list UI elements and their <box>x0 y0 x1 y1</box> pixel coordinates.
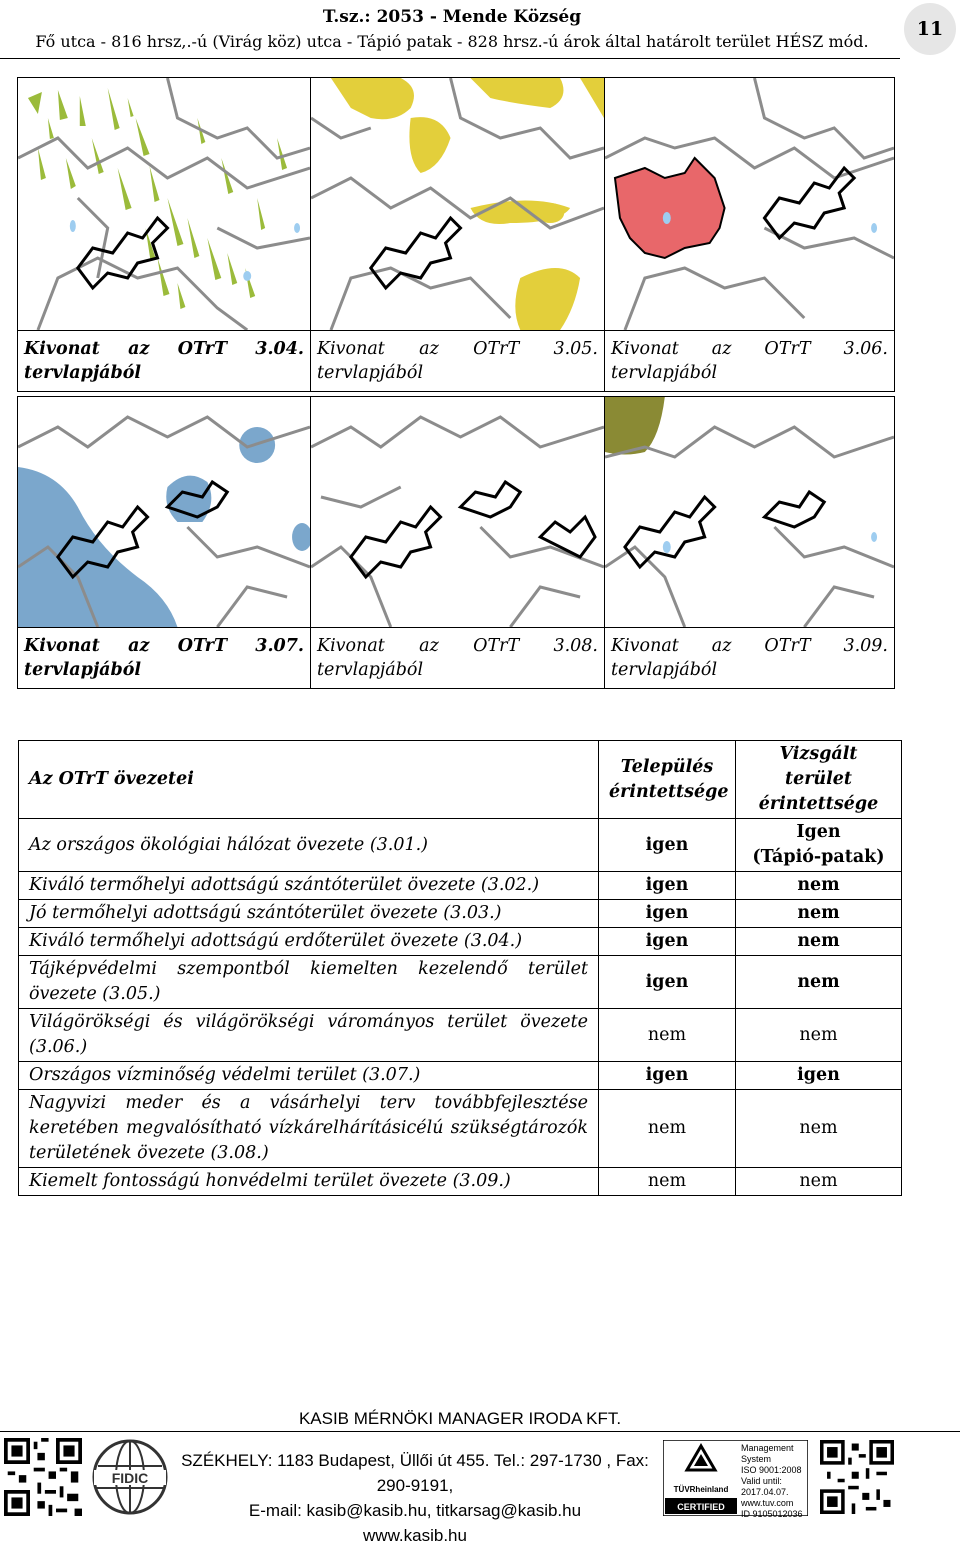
map-caption-308: Kivonat az OTrT 3.08. tervlapjából <box>311 628 605 689</box>
cert-brand: TÜVRheinland <box>673 1485 729 1494</box>
otrt-zones-table <box>18 740 902 1196</box>
document-title: T.sz.: 2053 - Mende Község <box>322 7 582 27</box>
footer-divider <box>0 1431 960 1432</box>
footer-company: KASIB MÉRNÖKI MANAGER IRODA KFT. <box>298 1409 622 1428</box>
qr-code-icon <box>4 1438 82 1516</box>
footer-web: www.kasib.hu <box>363 1526 467 1545</box>
footer-address: SZÉKHELY: 1183 Budapest, Üllői út 455. Tel.: 297-1730 , Fax: 290-9191, <box>181 1451 649 1495</box>
table-row: Kiváló termőhelyi adottságú erdőterület övezete (3.04.) igen nem <box>19 928 902 956</box>
footer-address-block <box>175 1448 655 1548</box>
cert-details: Management System ISO 9001:2008 Valid until: 2017.04.07. www.tuv.com ID 9105012036 <box>741 1443 803 1519</box>
map-grid-top <box>17 77 895 392</box>
table-row: Tájképvédelmi szempontból kiemelten kezelendő terület övezete (3.05.) igen nem <box>19 956 902 1009</box>
table-row: Nagyvizi meder és a vásárhelyi terv továbbfejlesztése keretében megvalósítható vízkárelhárításicélú szükségtározók területének övezete (3.08.) nem nem <box>19 1090 902 1168</box>
map-grid-bottom <box>17 396 895 689</box>
map-otrt-308 <box>311 397 605 628</box>
table-row: Az országos ökológiai hálózat övezete (3.01.) igen Igen (Tápió-patak) <box>19 819 902 872</box>
header-divider <box>0 58 900 59</box>
table-row: Országos vízminőség védelmi terület (3.07.) igen igen <box>19 1062 902 1090</box>
header-zones: Az OTrT övezetei <box>19 741 599 819</box>
qr-code-right-icon <box>820 1440 894 1514</box>
footer-email: E-mail: kasib@kasib.hu, titkarsag@kasib.hu <box>248 1501 582 1520</box>
document-subtitle: Fő utca - 816 hrsz,.-ú (Virág köz) utca - Tápió patak - 828 hrsz.-ú árok által határolt terület HÉSZ mód. <box>35 32 869 51</box>
map-otrt-306 <box>605 78 895 331</box>
map-caption-307: Kivonat az OTrT 3.07. tervlapjából <box>18 628 311 689</box>
header-area: Vizsgált terület érintettsége <box>736 741 902 819</box>
map-otrt-305 <box>311 78 605 331</box>
cert-certified: CERTIFIED <box>677 1502 725 1512</box>
fidic-label: FIDIC <box>111 1470 149 1486</box>
table-row: Kiváló termőhelyi adottságú szántóterület övezete (3.02.) igen nem <box>19 872 902 900</box>
table-row: Világörökségi és világörökségi várományos terület övezete (3.06.) nem nem <box>19 1009 902 1062</box>
map-caption-306: Kivonat az OTrT 3.06. tervlapjából <box>605 331 895 392</box>
map-caption-309: Kivonat az OTrT 3.09. tervlapjából <box>605 628 895 689</box>
map-otrt-307 <box>18 397 311 628</box>
table-row: Kiemelt fontosságú honvédelmi terület övezete (3.09.) nem nem <box>19 1168 902 1196</box>
header-settlement: Település érintettsége <box>599 741 736 819</box>
page-number: 11 <box>904 3 956 55</box>
map-otrt-304 <box>18 78 311 331</box>
table-row: Jó termőhelyi adottságú szántóterület övezete (3.03.) igen nem <box>19 900 902 928</box>
table-header-row <box>19 741 902 819</box>
fidic-logo-icon <box>88 1438 172 1516</box>
map-caption-305: Kivonat az OTrT 3.05. tervlapjából <box>311 331 605 392</box>
map-otrt-309 <box>605 397 895 628</box>
map-caption-304: Kivonat az OTrT 3.04. tervlapjából <box>18 331 311 392</box>
